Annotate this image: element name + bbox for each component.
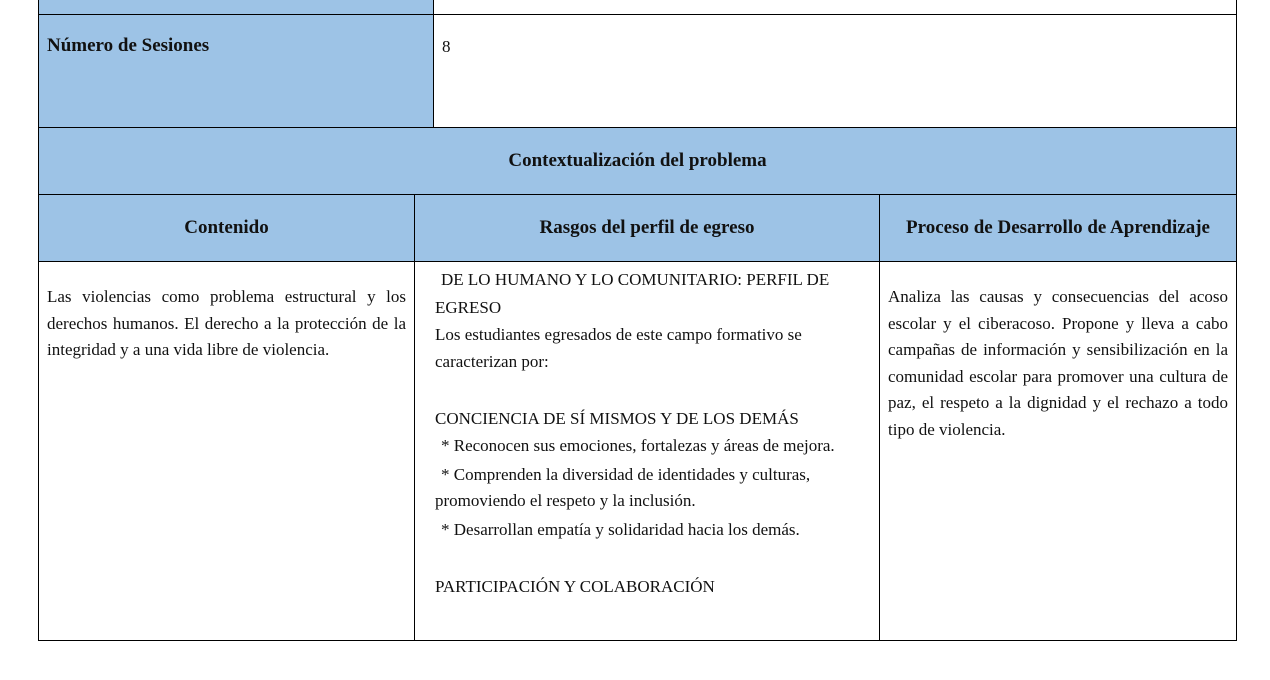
table-row-top-partial xyxy=(38,0,1237,15)
table-row-column-headers xyxy=(38,195,1237,262)
rasgos-cell xyxy=(415,262,880,640)
proceso-cell xyxy=(880,262,1236,640)
rasgos-heading: DE LO HUMANO Y LO COMUNITARIO: PERFIL DE EGRESO xyxy=(435,270,830,317)
rasgos-section1-title: CONCIENCIA DE SÍ MISMOS Y DE LOS DEMÁS xyxy=(435,409,799,428)
header-rasgos: Rasgos del perfil de egreso xyxy=(415,195,880,261)
rasgos-bullet: * Comprenden la diversidad de identidades y culturas, promoviendo el respeto y la inclusión. xyxy=(435,464,811,510)
table-row-sesiones xyxy=(38,15,1237,128)
proceso-text: Analiza las causas y consecuencias del acoso escolar y el ciberacoso. Propone y lleva a cabo campañas de información y sensibilización en la comunidad escolar para promover una cultura de paz, el respeto a la dignidad y el rechazo a todo tipo de violencia. xyxy=(888,287,1228,439)
rasgos-bullet: * Desarrollan empatía y solidaridad hacia los demás. xyxy=(441,519,800,539)
top-value-cell xyxy=(434,0,1236,14)
top-label-cell xyxy=(39,0,434,14)
rasgos-section2-title: PARTICIPACIÓN Y COLABORACIÓN xyxy=(435,577,715,596)
table-row-context xyxy=(38,128,1237,195)
document-table xyxy=(38,0,1237,641)
contenido-text: Las violencias como problema estructural y los derechos humanos. El derecho a la protección de la integridad y a una vida libre de violencia. xyxy=(47,287,406,359)
rasgos-intro: Los estudiantes egresados de este campo formativo se caracterizan por: xyxy=(435,325,802,371)
sesiones-label: Número de Sesiones xyxy=(39,15,434,127)
context-header: Contextualización del problema xyxy=(508,150,767,171)
header-proceso: Proceso de Desarrollo de Aprendizaje xyxy=(906,217,1210,238)
contenido-cell xyxy=(39,262,415,640)
sesiones-value: 8 xyxy=(434,15,1236,127)
table-row-body xyxy=(38,262,1237,641)
rasgos-bullet: * Reconocen sus emociones, fortalezas y áreas de mejora. xyxy=(441,436,835,455)
header-contenido: Contenido xyxy=(39,195,415,261)
